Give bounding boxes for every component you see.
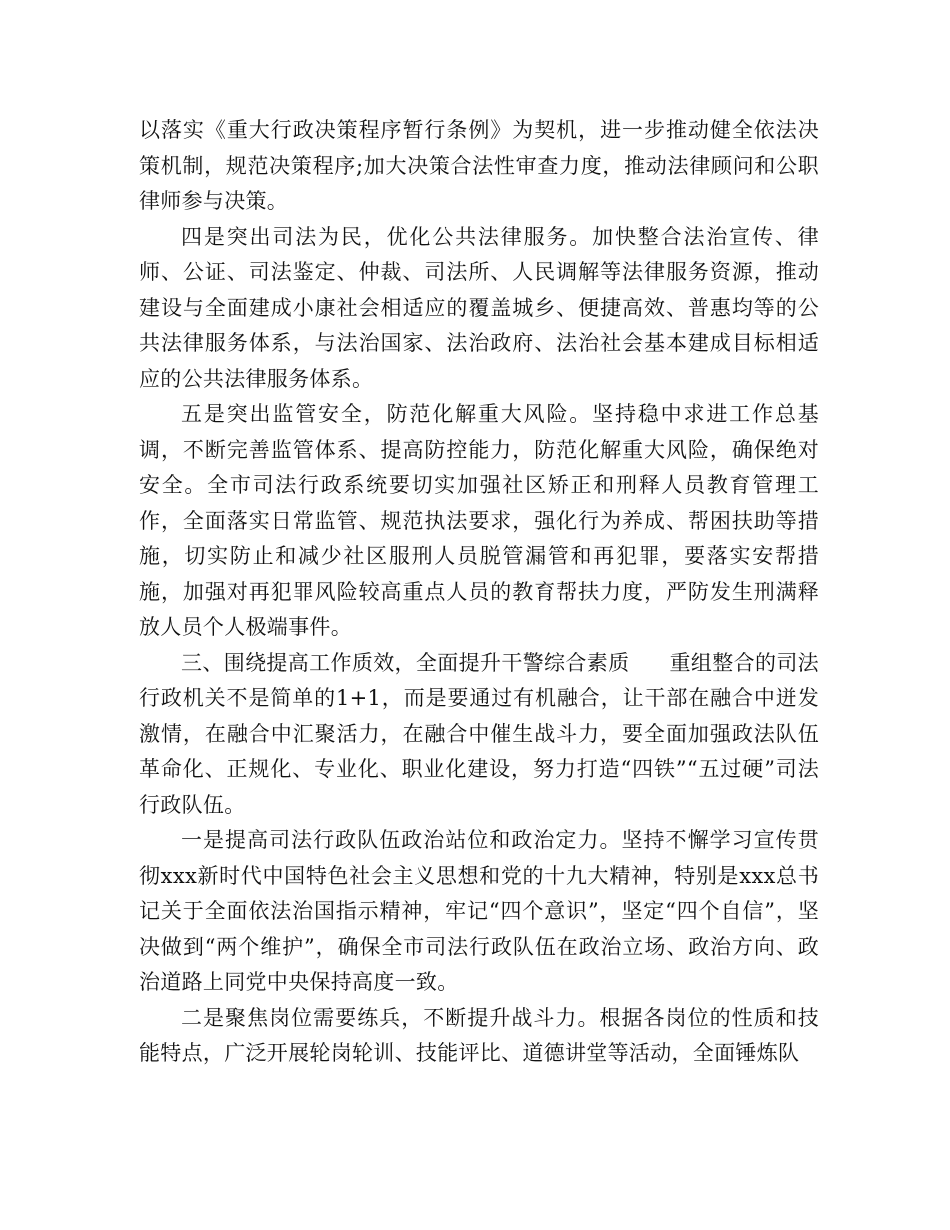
paragraph-decision-mechanism: 以落实《重大行政决策程序暂行条例》为契机，进一步推动健全依法决策机制，规范决策程序;加大决策合法性审查力度，推动法律顾问和公职律师参与决策。 <box>139 118 819 213</box>
section-three-body: 重组整合的司法行政机关不是简单的1+1，而是要通过有机融合，让干部在融合中迸发激情，在融合中汇聚活力，在融合中催生战斗力，要全面加强政法队伍革命化、正规化、专业化、职业化建设，努力打造“四铁”“五过硬”司法行政队伍。 <box>139 650 819 817</box>
paragraph-section-three <box>139 646 819 824</box>
paragraph-public-legal-service: 四是突出司法为民，优化公共法律服务。加快整合法治宣传、律师、公证、司法鉴定、仲裁、司法所、人民调解等法律服务资源，推动建设与全面建成小康社会相适应的覆盖城乡、便捷高效、普惠均等的公共法律服务体系，与法治国家、法治政府、法治社会基本建成目标相适应的公共法律服务体系。 <box>139 224 819 391</box>
paragraph-supervision-safety: 五是突出监管安全，防范化解重大风险。坚持稳中求进工作总基调，不断完善监管体系、提高防控能力，防范化解重大风险，确保绝对安全。全市司法行政系统要切实加强社区矫正和刑释人员教育管理工作，全面落实日常监管、规范执法要求，强化行为养成、帮困扶助等措施，切实防止和减少社区服刑人员脱管漏管和再犯罪，要落实安帮措施，加强对再犯罪风险较高重点人员的教育帮扶力度，严防发生刑满释放人员个人极端事件。 <box>139 402 819 639</box>
paragraph-job-training: 二是聚焦岗位需要练兵，不断提升战斗力。根据各岗位的性质和技能特点，广泛开展轮岗轮训、技能评比、道德讲堂等活动，全面锤炼队 <box>139 1005 819 1065</box>
document-body <box>139 113 819 1072</box>
paragraph-political-stance: 一是提高司法行政队伍政治站位和政治定力。坚持不懈学习宣传贯彻xxx新时代中国特色社会主义思想和党的十九大精神，特别是xxx总书记关于全面依法治国指示精神，牢记“四个意识”，坚定“四个自信”，坚决做到“两个维护”，确保全市司法行政队伍在政治立场、政治方向、政治道路上同党中央保持高度一致。 <box>139 828 819 994</box>
section-three-heading: 三、围绕提高工作质效，全面提升干警综合素质 <box>181 650 630 675</box>
